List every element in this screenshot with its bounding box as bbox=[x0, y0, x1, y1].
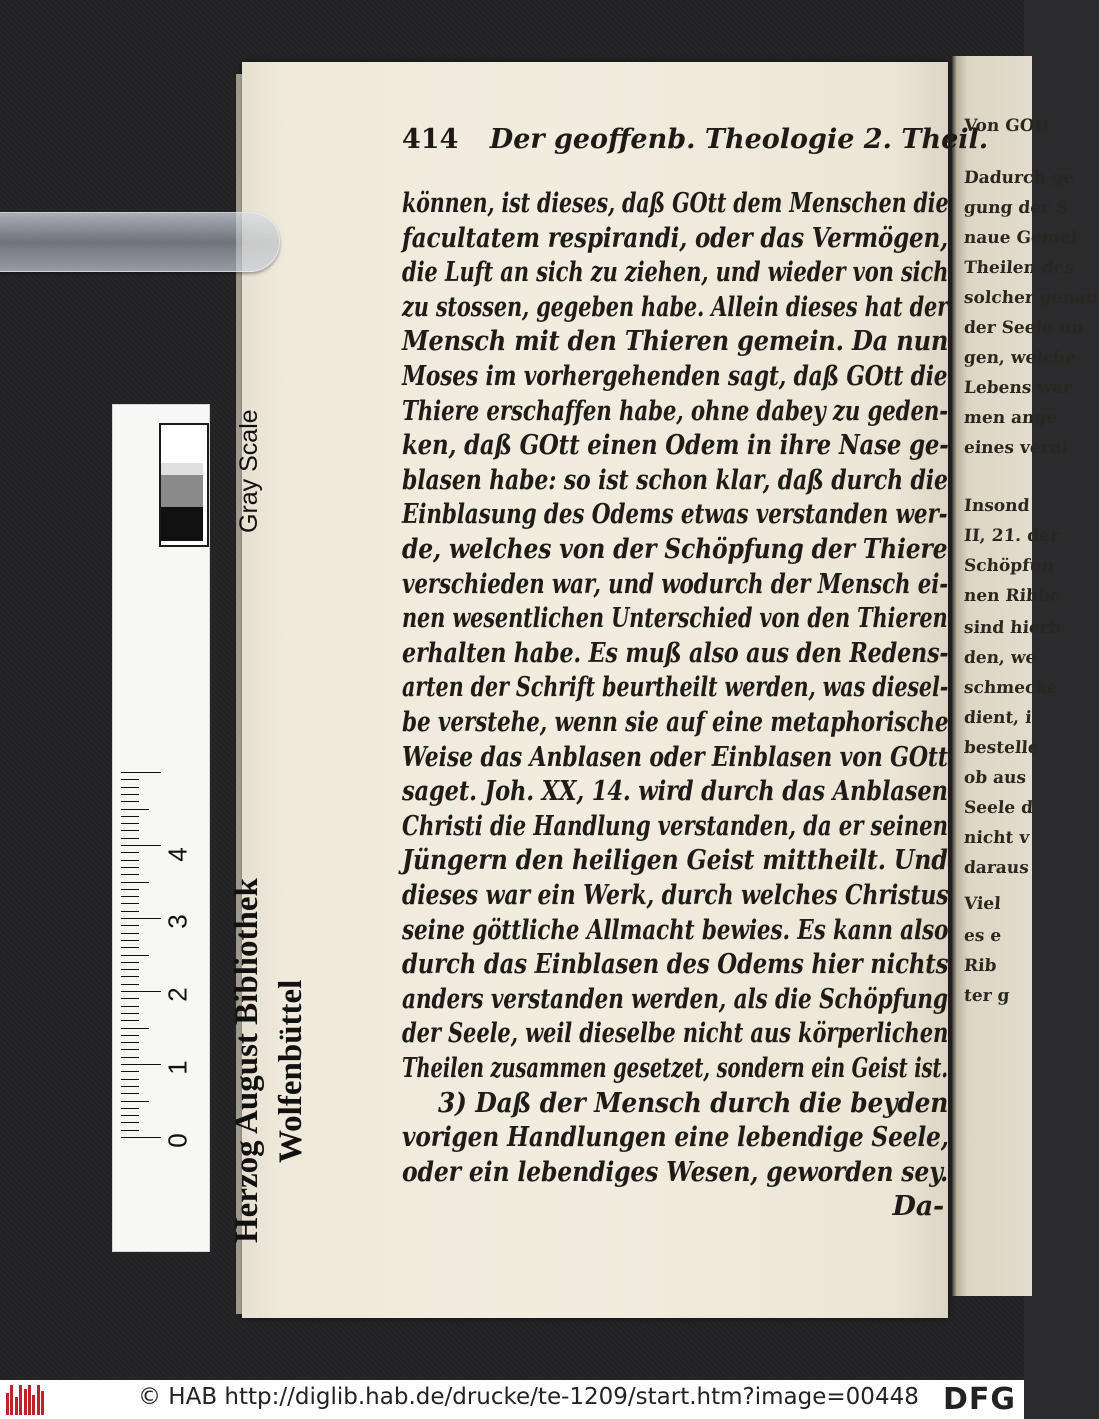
ruler-tick bbox=[121, 1108, 139, 1109]
ruler-tick bbox=[121, 794, 139, 795]
ruler-tick bbox=[121, 896, 139, 897]
facing-page-fragment: den, we bbox=[963, 648, 1038, 668]
ruler-tick bbox=[121, 998, 139, 999]
text-line: verschieden war, und wodurch der Mensch ei- bbox=[402, 568, 948, 600]
facing-page-fragment: sind hierb bbox=[963, 618, 1062, 638]
ruler-tick bbox=[121, 1064, 161, 1065]
ruler-tick bbox=[121, 976, 139, 977]
facing-page-fragment: Viel bbox=[963, 894, 1002, 914]
text-line: zu stossen, gegeben habe. Allein dieses hat der bbox=[402, 291, 949, 323]
text-line: dieses war ein Werk, durch welches Christus bbox=[402, 880, 949, 911]
ruler-tick bbox=[121, 852, 139, 853]
ruler-tick bbox=[121, 1093, 139, 1094]
text-line: Thiere erschaffen habe, ohne dabey zu geden- bbox=[402, 395, 949, 427]
text-line: de, welches von der Schöpfung der Thiere bbox=[402, 534, 948, 565]
text-line: ken, daß GOtt einen Odem in ihre Nase ge- bbox=[402, 430, 949, 462]
facing-page bbox=[952, 56, 1099, 1296]
ruler-tick bbox=[121, 1137, 161, 1138]
text-line: die Luft an sich zu ziehen, und wieder von sich bbox=[402, 257, 949, 289]
facing-page-fragment: der Seele un bbox=[963, 318, 1085, 338]
facing-page-fragment: Theilen des bbox=[963, 258, 1075, 278]
dfg-logo: DFG bbox=[942, 1382, 1016, 1417]
ruler-tick bbox=[121, 940, 139, 941]
library-name: Herzog August Bibliothek bbox=[229, 878, 265, 1243]
facing-page-fragment: Rib bbox=[963, 956, 998, 976]
facing-page-fragment: Dadurch ge bbox=[963, 168, 1075, 188]
text-line: Christi die Handlung verstanden, da er seinen bbox=[402, 810, 948, 842]
ruler-tick bbox=[121, 787, 139, 788]
text-line: durch das Einblasen des Odems hier nichts bbox=[402, 949, 949, 981]
ruler-tick bbox=[121, 801, 139, 802]
text-line: Theilen zusammen gesetzet, sondern ein Geist ist. bbox=[402, 1053, 948, 1084]
facing-page-fragment: ter g bbox=[963, 986, 1011, 1006]
text-line: Moses im vorhergehenden sagt, daß GOtt die bbox=[402, 361, 948, 392]
text-line: Mensch mit den Thieren gemein. Da nun bbox=[402, 326, 949, 358]
ruler-tick bbox=[121, 1086, 139, 1087]
page-number: 414 bbox=[402, 124, 459, 155]
facing-page-fragment: Von GOtt bbox=[963, 116, 1051, 136]
facing-page-fragment: bestelle bbox=[963, 738, 1040, 758]
facing-page-fragment: Lebens war bbox=[963, 378, 1073, 398]
text-line: 3) Daß der Mensch durch die beyden bbox=[438, 1087, 949, 1119]
ruler-tick bbox=[121, 947, 139, 948]
ruler-tick bbox=[121, 1115, 139, 1116]
text-line: können, ist dieses, daß GOtt dem Menschen die bbox=[402, 188, 949, 219]
text-line: der Seele, weil dieselbe nicht aus körperlichen bbox=[402, 1018, 949, 1050]
ruler-tick bbox=[121, 816, 139, 817]
ruler-tick bbox=[121, 867, 139, 868]
ruler-tick bbox=[121, 882, 149, 883]
ruler-tick bbox=[121, 845, 161, 846]
ruler-tick bbox=[121, 969, 139, 970]
ruler-tick bbox=[121, 933, 139, 934]
ruler-tick bbox=[121, 809, 149, 810]
ruler-tick bbox=[121, 991, 161, 992]
ruler-tick bbox=[121, 889, 139, 890]
measurement-ruler bbox=[112, 404, 309, 1252]
page-clamp bbox=[0, 212, 280, 272]
facing-page-fragment: schmecke bbox=[963, 678, 1059, 698]
ruler-tick bbox=[121, 772, 161, 773]
hab-logo-icon bbox=[6, 1385, 46, 1415]
text-line: be verstehe, wenn sie auf eine metaphorische bbox=[402, 707, 949, 738]
facing-page-fragment: Schöpfun bbox=[963, 556, 1055, 576]
footer-bar bbox=[0, 1380, 1024, 1419]
facing-page-fragment: gung der S bbox=[963, 198, 1069, 218]
ruler-tick bbox=[121, 874, 139, 875]
facing-page-fragment: solcher genau bbox=[963, 288, 1099, 308]
text-line: arten der Schrift beurtheilt werden, was diesel- bbox=[402, 672, 949, 704]
ruler-tick bbox=[121, 1079, 139, 1080]
gray-scale-swatch bbox=[159, 423, 209, 547]
ruler-tick bbox=[121, 1130, 139, 1131]
ruler-number: 4 bbox=[162, 847, 193, 862]
facing-page-fragment: gen, welche bbox=[963, 348, 1078, 368]
text-line: nen wesentlichen Unterschied von den Thieren bbox=[402, 603, 948, 635]
ruler-number: 0 bbox=[162, 1133, 193, 1148]
text-line: saget. Joh. XX, 14. wird durch das Anblasen bbox=[402, 776, 948, 808]
ruler-tick bbox=[121, 984, 139, 985]
ruler-tick bbox=[121, 823, 139, 824]
ruler-number: 3 bbox=[162, 914, 193, 929]
running-head bbox=[402, 124, 989, 164]
ruler-tick bbox=[121, 925, 139, 926]
facing-page-fragment: Seele d bbox=[963, 798, 1034, 818]
text-line: vorigen Handlungen eine lebendige Seele, bbox=[402, 1122, 949, 1154]
facing-page-fragment: nen Ribbe bbox=[963, 586, 1062, 606]
text-line: oder ein lebendiges Wesen, geworden sey. bbox=[402, 1156, 949, 1188]
facing-page-fragment: eines verni bbox=[963, 438, 1070, 458]
facing-page-fragment: naue Gemei bbox=[963, 228, 1078, 248]
facing-page-fragment: dient, i bbox=[963, 708, 1033, 728]
facing-page-fragment: daraus bbox=[963, 858, 1030, 878]
ruler-tick bbox=[121, 838, 139, 839]
gray-scale-label: Gray Scale bbox=[235, 409, 263, 533]
text-line: facultatem respirandi, oder das Vermögen, bbox=[402, 222, 948, 254]
library-city: Wolfenbüttel bbox=[273, 979, 309, 1163]
ruler-tick bbox=[121, 860, 139, 861]
ruler-tick bbox=[121, 1042, 139, 1043]
ruler-tick bbox=[121, 830, 139, 831]
copyright-url[interactable]: © HAB http://diglib.hab.de/drucke/te-1209/start.htm?image=00448 bbox=[138, 1384, 919, 1410]
catchword: Da- bbox=[892, 1191, 944, 1223]
ruler-tick bbox=[121, 903, 139, 904]
facing-page-fragment: men ange bbox=[963, 408, 1058, 428]
ruler-tick bbox=[121, 962, 139, 963]
ruler-tick bbox=[121, 918, 161, 919]
running-title: Der geoffenb. Theologie 2. Theil. bbox=[489, 124, 989, 155]
ruler-tick bbox=[121, 779, 139, 780]
ruler-number: 2 bbox=[162, 987, 193, 1002]
ruler-number: 1 bbox=[162, 1060, 193, 1075]
ruler-tick bbox=[121, 1057, 139, 1058]
ruler-tick bbox=[121, 1006, 139, 1007]
ruler-tick bbox=[121, 1028, 149, 1029]
text-line: blasen habe: so ist schon klar, daß durch die bbox=[402, 464, 948, 496]
text-line: seine göttliche Allmacht bewies. Es kann also bbox=[402, 914, 949, 946]
text-line: Weise das Anblasen oder Einblasen von GOtt bbox=[402, 741, 948, 773]
ruler-tick bbox=[121, 1013, 139, 1014]
ruler-tick bbox=[121, 1035, 139, 1036]
ruler-tick bbox=[121, 1122, 139, 1123]
ruler-tick bbox=[121, 911, 139, 912]
ruler-tick bbox=[121, 1101, 149, 1102]
facing-page-fragment: II, 21. der bbox=[963, 526, 1060, 546]
text-line: Jüngern den heiligen Geist mittheilt. Und bbox=[402, 845, 948, 877]
ruler-tick bbox=[121, 1049, 139, 1050]
ruler-tick bbox=[121, 1020, 139, 1021]
facing-page-fragment: Insond bbox=[963, 496, 1031, 516]
ruler-tick bbox=[121, 1071, 139, 1072]
text-line: erhalten habe. Es muß also aus den Redens- bbox=[402, 637, 949, 669]
facing-page-fragment: es e bbox=[963, 926, 1002, 946]
text-line: Einblasung des Odems etwas verstanden wer- bbox=[402, 499, 948, 531]
facing-page-fragment: nicht v bbox=[963, 828, 1030, 848]
facing-page-fragment: ob aus bbox=[963, 768, 1027, 788]
text-line: anders verstanden werden, als die Schöpfung bbox=[402, 983, 948, 1015]
ruler-tick bbox=[121, 955, 149, 956]
